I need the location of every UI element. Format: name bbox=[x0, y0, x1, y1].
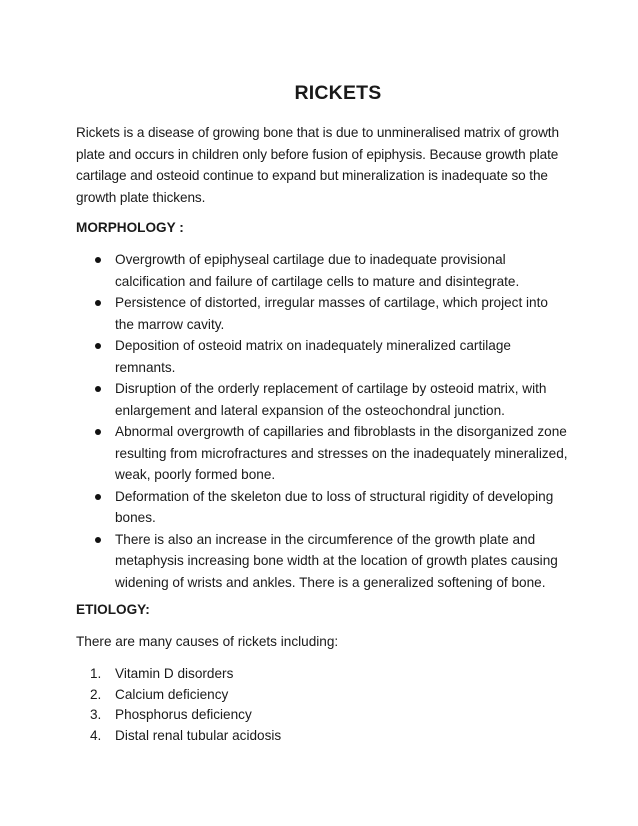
morphology-item bbox=[76, 378, 568, 421]
morphology-item bbox=[76, 249, 568, 292]
etiology-item-text: Calcium deficiency bbox=[115, 686, 229, 702]
morphology-item bbox=[76, 292, 568, 335]
bullet-icon bbox=[95, 537, 101, 543]
morphology-item bbox=[76, 421, 568, 486]
morphology-item-text: Persistence of distorted, irregular masses of cartilage, which project into the marrow cavity. bbox=[115, 295, 548, 332]
morphology-heading: MORPHOLOGY : bbox=[76, 220, 184, 235]
etiology-heading: ETIOLOGY: bbox=[76, 602, 150, 617]
list-number: 4. bbox=[90, 727, 102, 743]
etiology-item bbox=[76, 664, 568, 685]
etiology-item bbox=[76, 705, 568, 726]
intro-paragraph: Rickets is a disease of growing bone that is due to unmineralised matrix of growth plate and occurs in children only before fusion of epiphysis. Because growth plate cartilage and osteoid continue to expand but mineralization is inadequate so the growth plate thickens. bbox=[76, 125, 559, 205]
morphology-list bbox=[76, 249, 568, 593]
list-number: 1. bbox=[90, 666, 102, 681]
list-number: 2. bbox=[90, 686, 102, 702]
morphology-item bbox=[76, 335, 568, 378]
etiology-item bbox=[76, 726, 568, 747]
morphology-item bbox=[76, 486, 568, 529]
page-title: RICKETS bbox=[294, 82, 382, 104]
morphology-item-text: Deformation of the skeleton due to loss of structural rigidity of developing bones. bbox=[115, 488, 554, 525]
bullet-icon bbox=[95, 257, 101, 263]
morphology-item-text: Deposition of osteoid matrix on inadequately mineralized cartilage remnants. bbox=[115, 338, 511, 375]
bullet-icon bbox=[95, 300, 101, 306]
morphology-item-text: Disruption of the orderly replacement of cartilage by osteoid matrix, with enlargement and lateral expansion of the osteochondral junction. bbox=[115, 381, 547, 418]
morphology-item-text: There is also an increase in the circumference of the growth plate and metaphysis increasing bone width at the location of growth plates causing widening of wrists and ankles. There is a generalized softening of bone. bbox=[115, 531, 558, 590]
bullet-icon bbox=[95, 386, 101, 392]
bullet-icon bbox=[95, 343, 101, 349]
etiology-item-text: Phosphorus deficiency bbox=[115, 707, 252, 722]
list-number: 3. bbox=[90, 707, 102, 722]
morphology-item-text: Overgrowth of epiphyseal cartilage due to inadequate provisional calcification and failure of cartilage cells to mature and disintegrate. bbox=[115, 252, 520, 289]
bullet-icon bbox=[95, 429, 101, 435]
etiology-intro: There are many causes of rickets including: bbox=[76, 634, 339, 649]
morphology-item-text: Abnormal overgrowth of capillaries and fibroblasts in the disorganized zone resulting from microfractures and stresses on the inadequately mineralized, weak, poorly formed bone. bbox=[115, 424, 568, 482]
etiology-item-text: Vitamin D disorders bbox=[115, 666, 234, 681]
etiology-item bbox=[76, 685, 568, 706]
etiology-item-text: Distal renal tubular acidosis bbox=[115, 727, 282, 743]
bullet-icon bbox=[95, 494, 101, 500]
etiology-list bbox=[76, 664, 568, 746]
morphology-item bbox=[76, 529, 568, 594]
